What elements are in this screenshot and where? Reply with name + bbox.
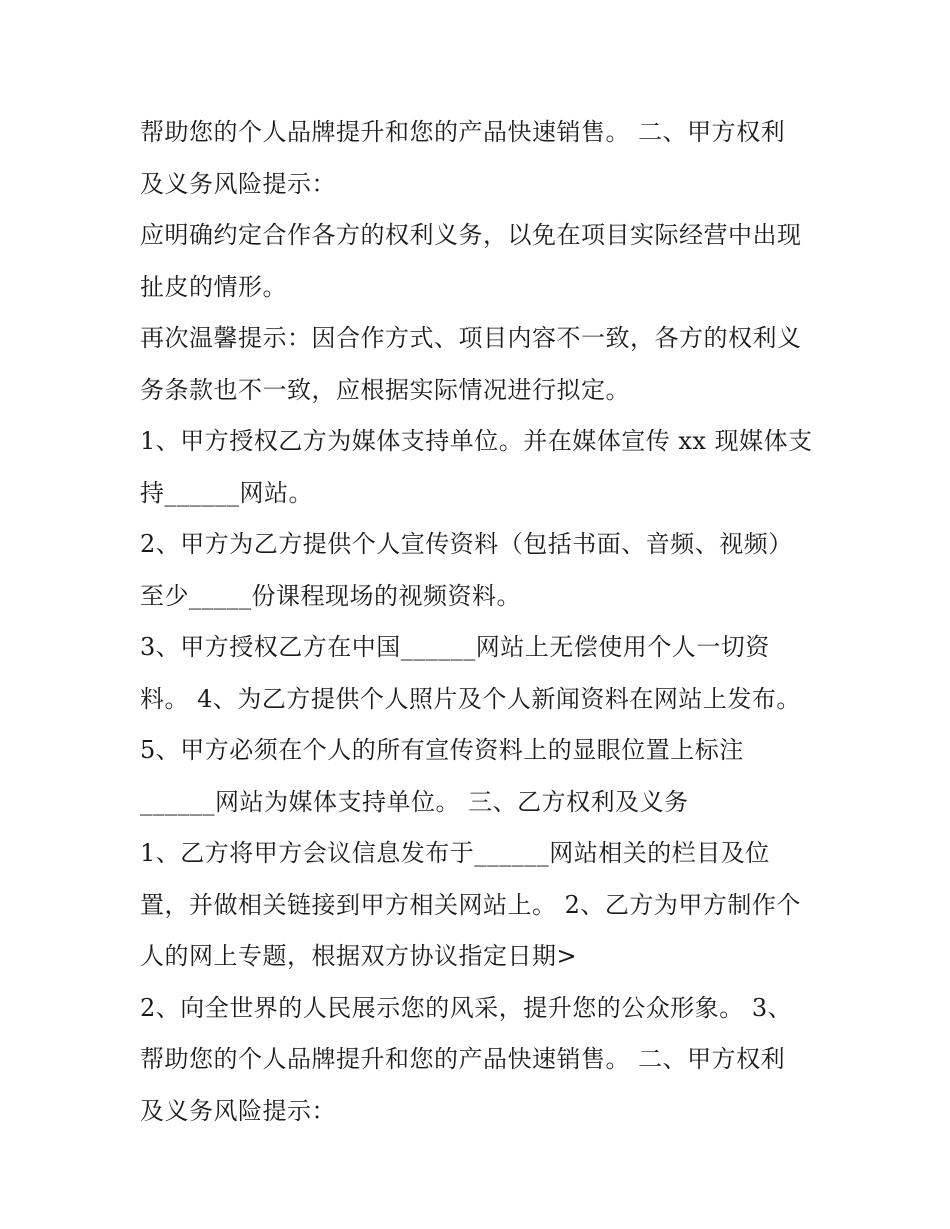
text-line: 1、乙方将甲方会议信息发布于______网站相关的栏目及位	[140, 839, 770, 867]
text-line: 2、甲方为乙方提供个人宣传资料（包括书面、音频、视频）	[140, 530, 793, 558]
text-line: 人的网上专题，根据双方协议指定日期>	[140, 942, 578, 970]
text-line: 再次温馨提示：因合作方式、项目内容不一致，各方的权利义	[140, 324, 802, 352]
text-line: 帮助您的个人品牌提升和您的产品快速销售。 二、甲方权利	[140, 118, 786, 146]
text-line: 置，并做相关链接到甲方相关网站上。 2、乙方为甲方制作个	[140, 890, 801, 919]
text-line: 务条款也不一致，应根据实际情况进行拟定。	[140, 375, 630, 404]
text-line: 5、甲方必须在个人的所有宣传资料上的显眼位置上标注	[140, 736, 744, 764]
text-line: 及义务风险提示：	[140, 169, 336, 198]
text-line: 应明确约定合作各方的权利义务，以免在项目实际经营中出现	[140, 221, 802, 249]
text-line: 帮助您的个人品牌提升和您的产品快速销售。 二、甲方权利	[140, 1045, 786, 1073]
text-line: 3、甲方授权乙方在中国______网站上无偿使用个人一切资	[140, 633, 770, 661]
text-line: 至少_____份课程现场的视频资料。	[140, 581, 521, 610]
text-line: ______网站为媒体支持单位。 三、乙方权利及义务	[140, 787, 689, 816]
text-line: 1、甲方授权乙方为媒体支持单位。并在媒体宣传 xx 现媒体支	[140, 427, 813, 455]
text-line: 料。 4、为乙方提供个人照片及个人新闻资料在网站上发布。	[140, 684, 801, 713]
text-line: 及义务风险提示：	[140, 1096, 336, 1125]
text-line: 扯皮的情形。	[140, 272, 287, 301]
document-body	[140, 107, 830, 1137]
text-line: 持______网站。	[140, 478, 313, 507]
text-line: 2、向全世界的人民展示您的风采，提升您的公众形象。 3、	[140, 993, 793, 1022]
